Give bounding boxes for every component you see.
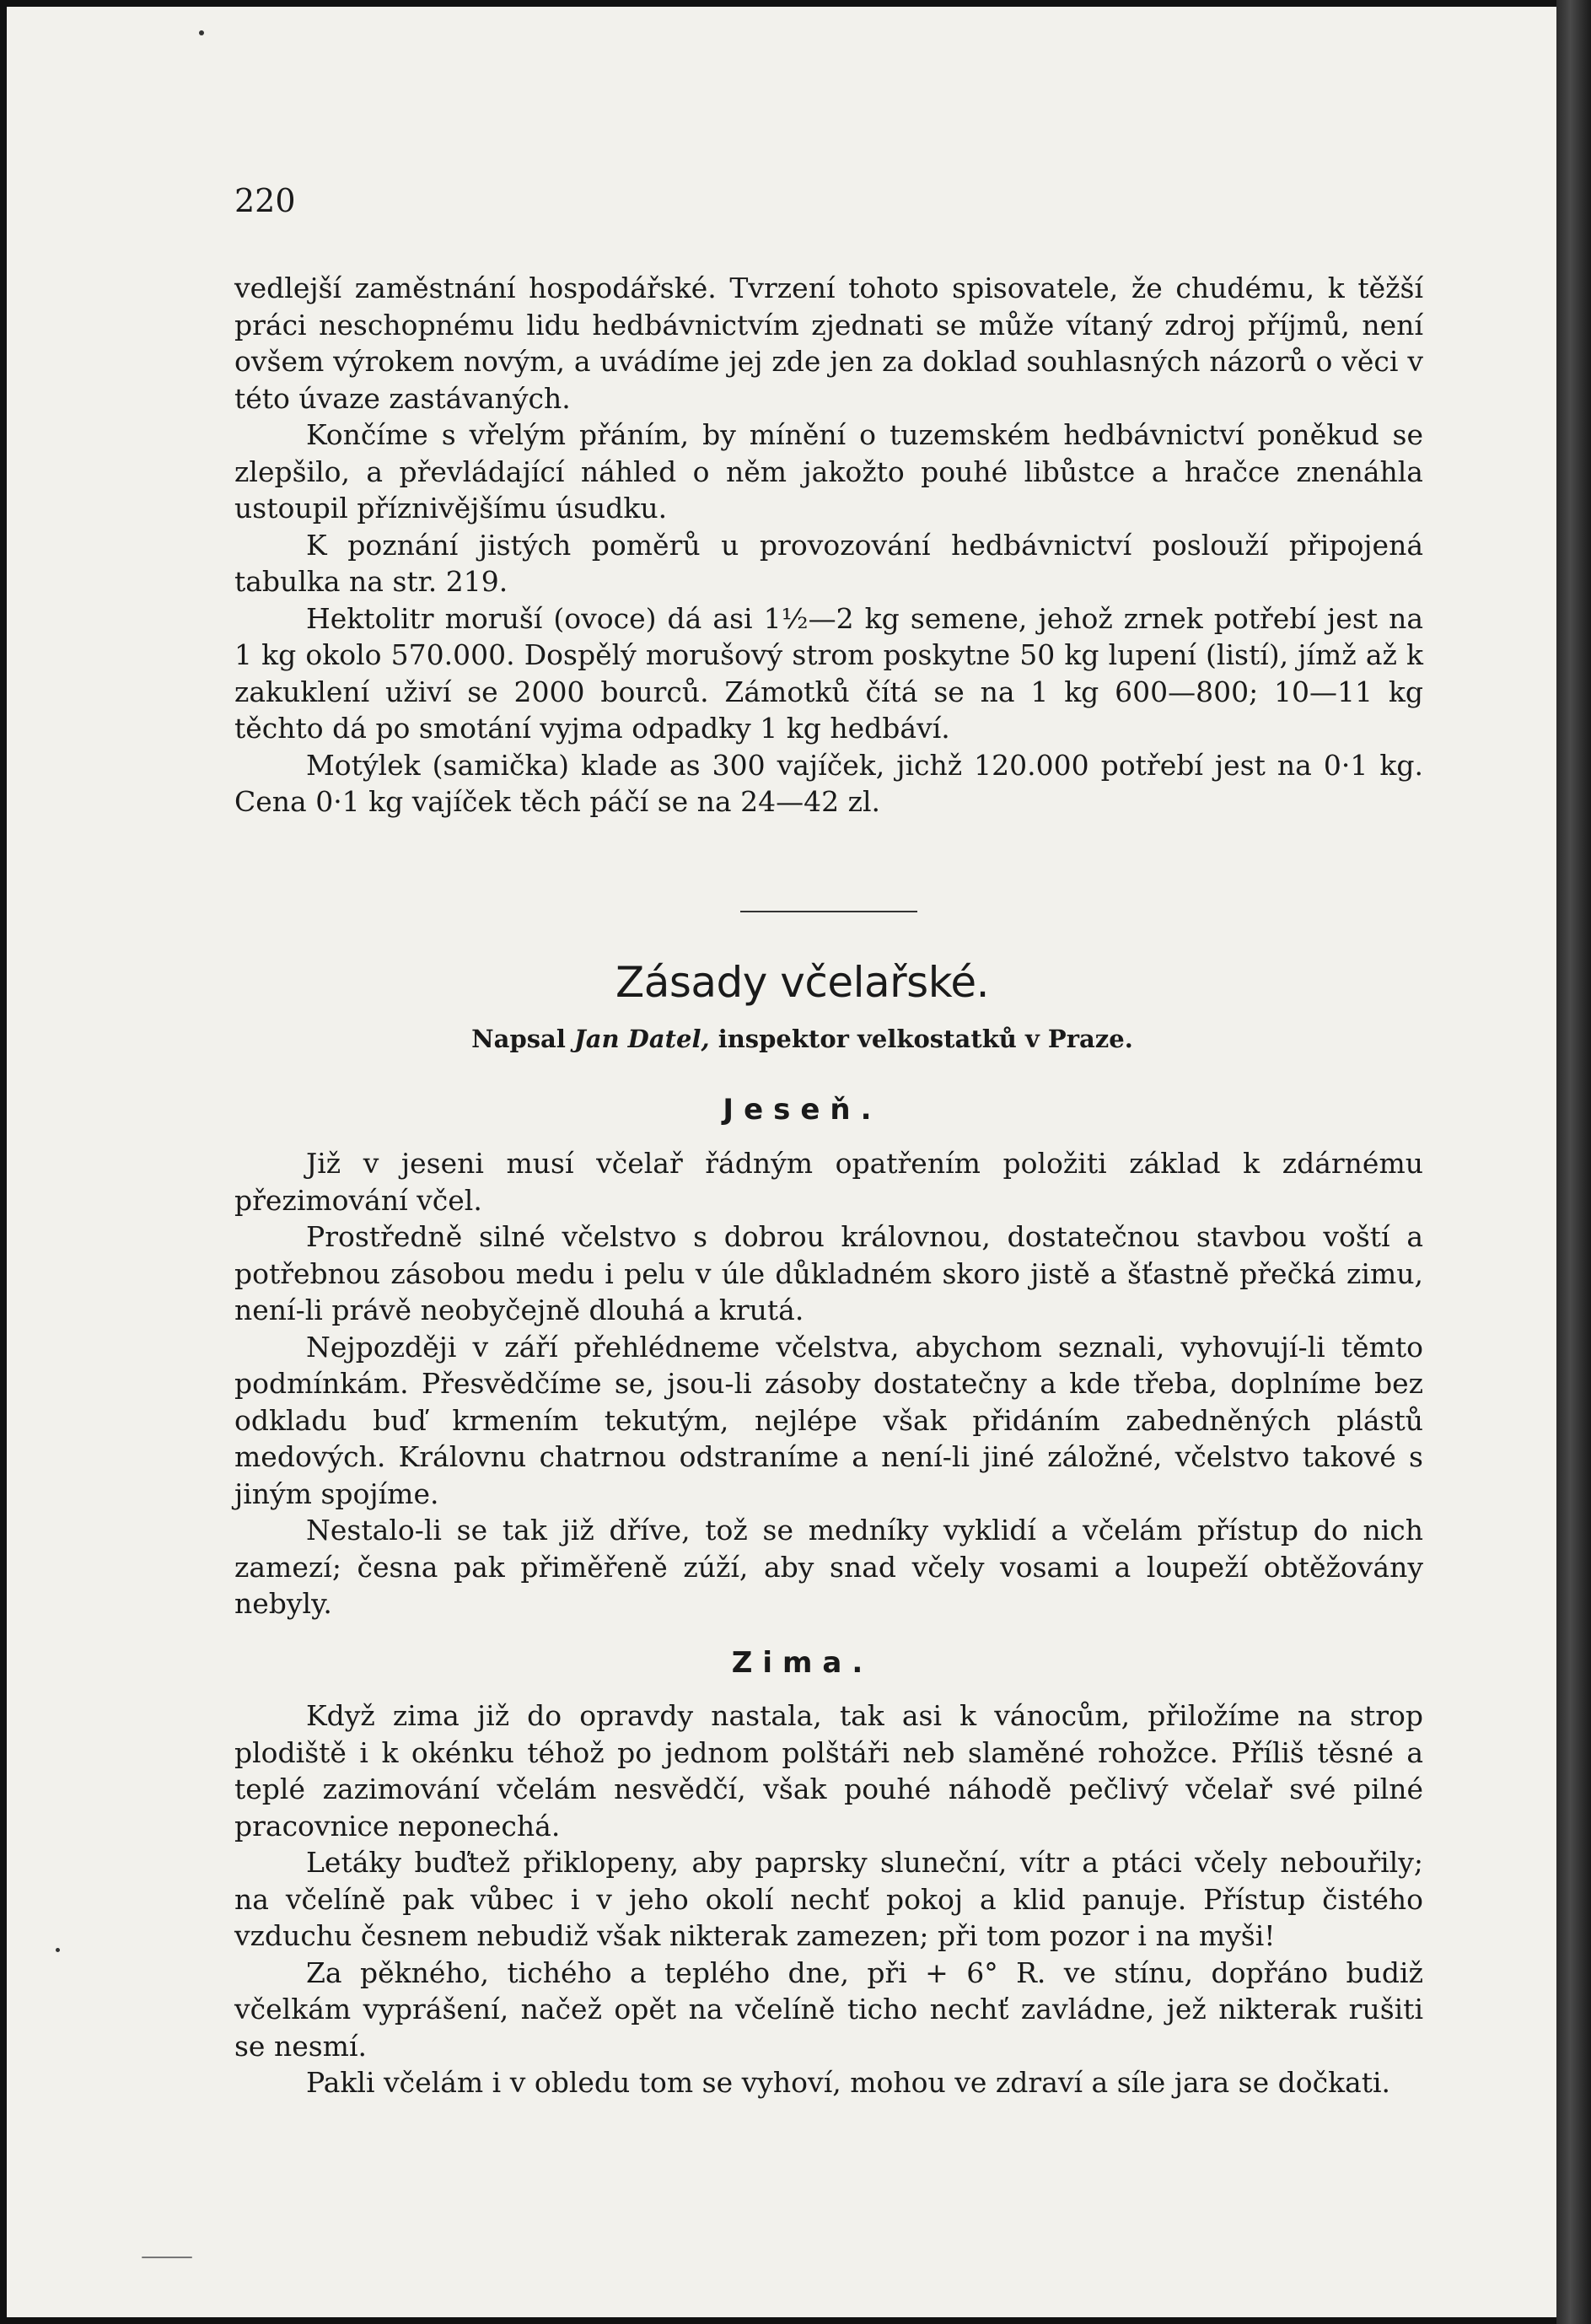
paragraph: Končíme s vřelým přáním, by mínění o tuzemském hedbávnictví poněkud se zlepšilo, a převládající náhled o něm jakožto pouhé libůstce a hračce znenáhla ustoupil příznivějšímu úsudku.: [234, 418, 1423, 525]
page-number: 220: [234, 182, 296, 219]
winter-section-text: [234, 1697, 1423, 2101]
paragraph: Hektolitr moruší (ovoce) dá asi 1½—2 kg semene, jehož zrnek potřebí jest na 1 kg okolo 570.000. Dospělý morušový strom poskytne 50 kg lupení (listí), jímž až k zakuklení uživí se 2000 bourců. Zámotků čítá se na 1 kg 600—800; 10—11 kg těchto dá po smotání vyjma odpadky 1 kg hedbáví.: [234, 601, 1423, 745]
section-divider: [740, 911, 917, 912]
paragraph: Nejpozději v září přehlédneme včelstva, abychom seznali, vyhovují-li těmto podmínkám. Přesvědčíme se, jsou-li zásoby dostatečny a kde třeba, doplníme bez odkladu buď krmením tekutým, nejlépe však přidáním zabedněných plástů medových. Královnu chatrnou odstraníme a není-li jiné záložné, včelstvo takové s jiným spojíme.: [234, 1330, 1423, 1510]
paragraph: Když zima již do opravdy nastala, tak asi k vánocům, přiložíme na strop plodiště i k okénku téhož po jednom polštáři neb slaměné rohožce. Příliš těsné a teplé zazimování včelám nesvědčí, však pouhé náhodě pečlivý včelař své pilné pracovnice neponechá.: [234, 1699, 1423, 1843]
paragraph: Letáky buďtež přiklopeny, aby paprsky sluneční, vítr a ptáci včely nebouřily; na včelíně pak vůbec i v jeho okolí nechť pokoj a klid panuje. Přístup čistého vzduchu česnem nebudiž však nikterak zamezen; při tom pozor i na myši!: [234, 1846, 1423, 1952]
top-section-text: [234, 270, 1423, 820]
paper-speck: [56, 1948, 60, 1952]
paper-speck: [199, 30, 204, 35]
paragraph: Za pěkného, tichého a teplého dne, při + 6° R. ve stínu, dopřáno budiž včelkám vyprášení, načež opět na včelíně ticho nechť zavládne, jež nikterak rušiti se nesmí.: [234, 1955, 1423, 2063]
book-page: [7, 7, 1556, 2317]
paragraph: Již v jeseni musí včelař řádným opatřením položiti základ k zdárnému přezimování včel.: [234, 1147, 1423, 1217]
byline-suffix: inspektor velkostatků v Praze.: [718, 1025, 1133, 1053]
paragraph: Prostředně silné včelstvo s dobrou královnou, dostatečnou stavbou voští a potřebnou zásobou medu i pelu v úle důkladném skoro jistě a šťastně přečká zimu, není-li právě neobyčejně dlouhá a krutá.: [234, 1220, 1423, 1326]
scan-edge: [1556, 0, 1591, 2324]
autumn-section-text: [234, 1145, 1423, 1622]
paragraph: Motýlek (samička) klade as 300 vajíček, jichž 120.000 potřebí jest na 0·1 kg. Cena 0·1 kg vajíček těch páčí se na 24—42 zl.: [234, 748, 1423, 818]
byline-author: Jan Datel,: [573, 1025, 710, 1053]
byline-prefix: Napsal: [471, 1025, 566, 1053]
paragraph: Pakli včelám i v obledu tom se vyhoví, mohou ve zdraví a síle jara se dočkati.: [306, 2066, 1391, 2099]
paper-speck: [142, 2257, 192, 2258]
article-title: Zásady včelařské.: [615, 958, 990, 1007]
section-heading-autumn: Jeseň.: [723, 1093, 882, 1127]
paragraph: K poznání jistých poměrů u provozování hedbávnictví poslouží připojená tabulka na str. 219.: [234, 528, 1423, 598]
section-heading-winter: Zima.: [731, 1646, 873, 1680]
paragraph: vedlejší zaměstnání hospodářské. Tvrzení tohoto spisovatele, že chudému, k těžší práci neschopnému lidu hedbávnictvím zjednati se může vítaný zdroj příjmů, není ovšem výrokem novým, a uvádíme jej zde jen za doklad souhlasných názorů o věci v této úvaze zastávaných.: [234, 272, 1423, 415]
article-byline: [7, 1025, 1556, 1053]
paragraph: Nestalo-li se tak již dříve, tož se medníky vyklidí a včelám přístup do nich zamezí; česna pak přiměřeně zúží, aby snad včely vosami a loupeží obtěžovány nebyly.: [234, 1514, 1423, 1620]
